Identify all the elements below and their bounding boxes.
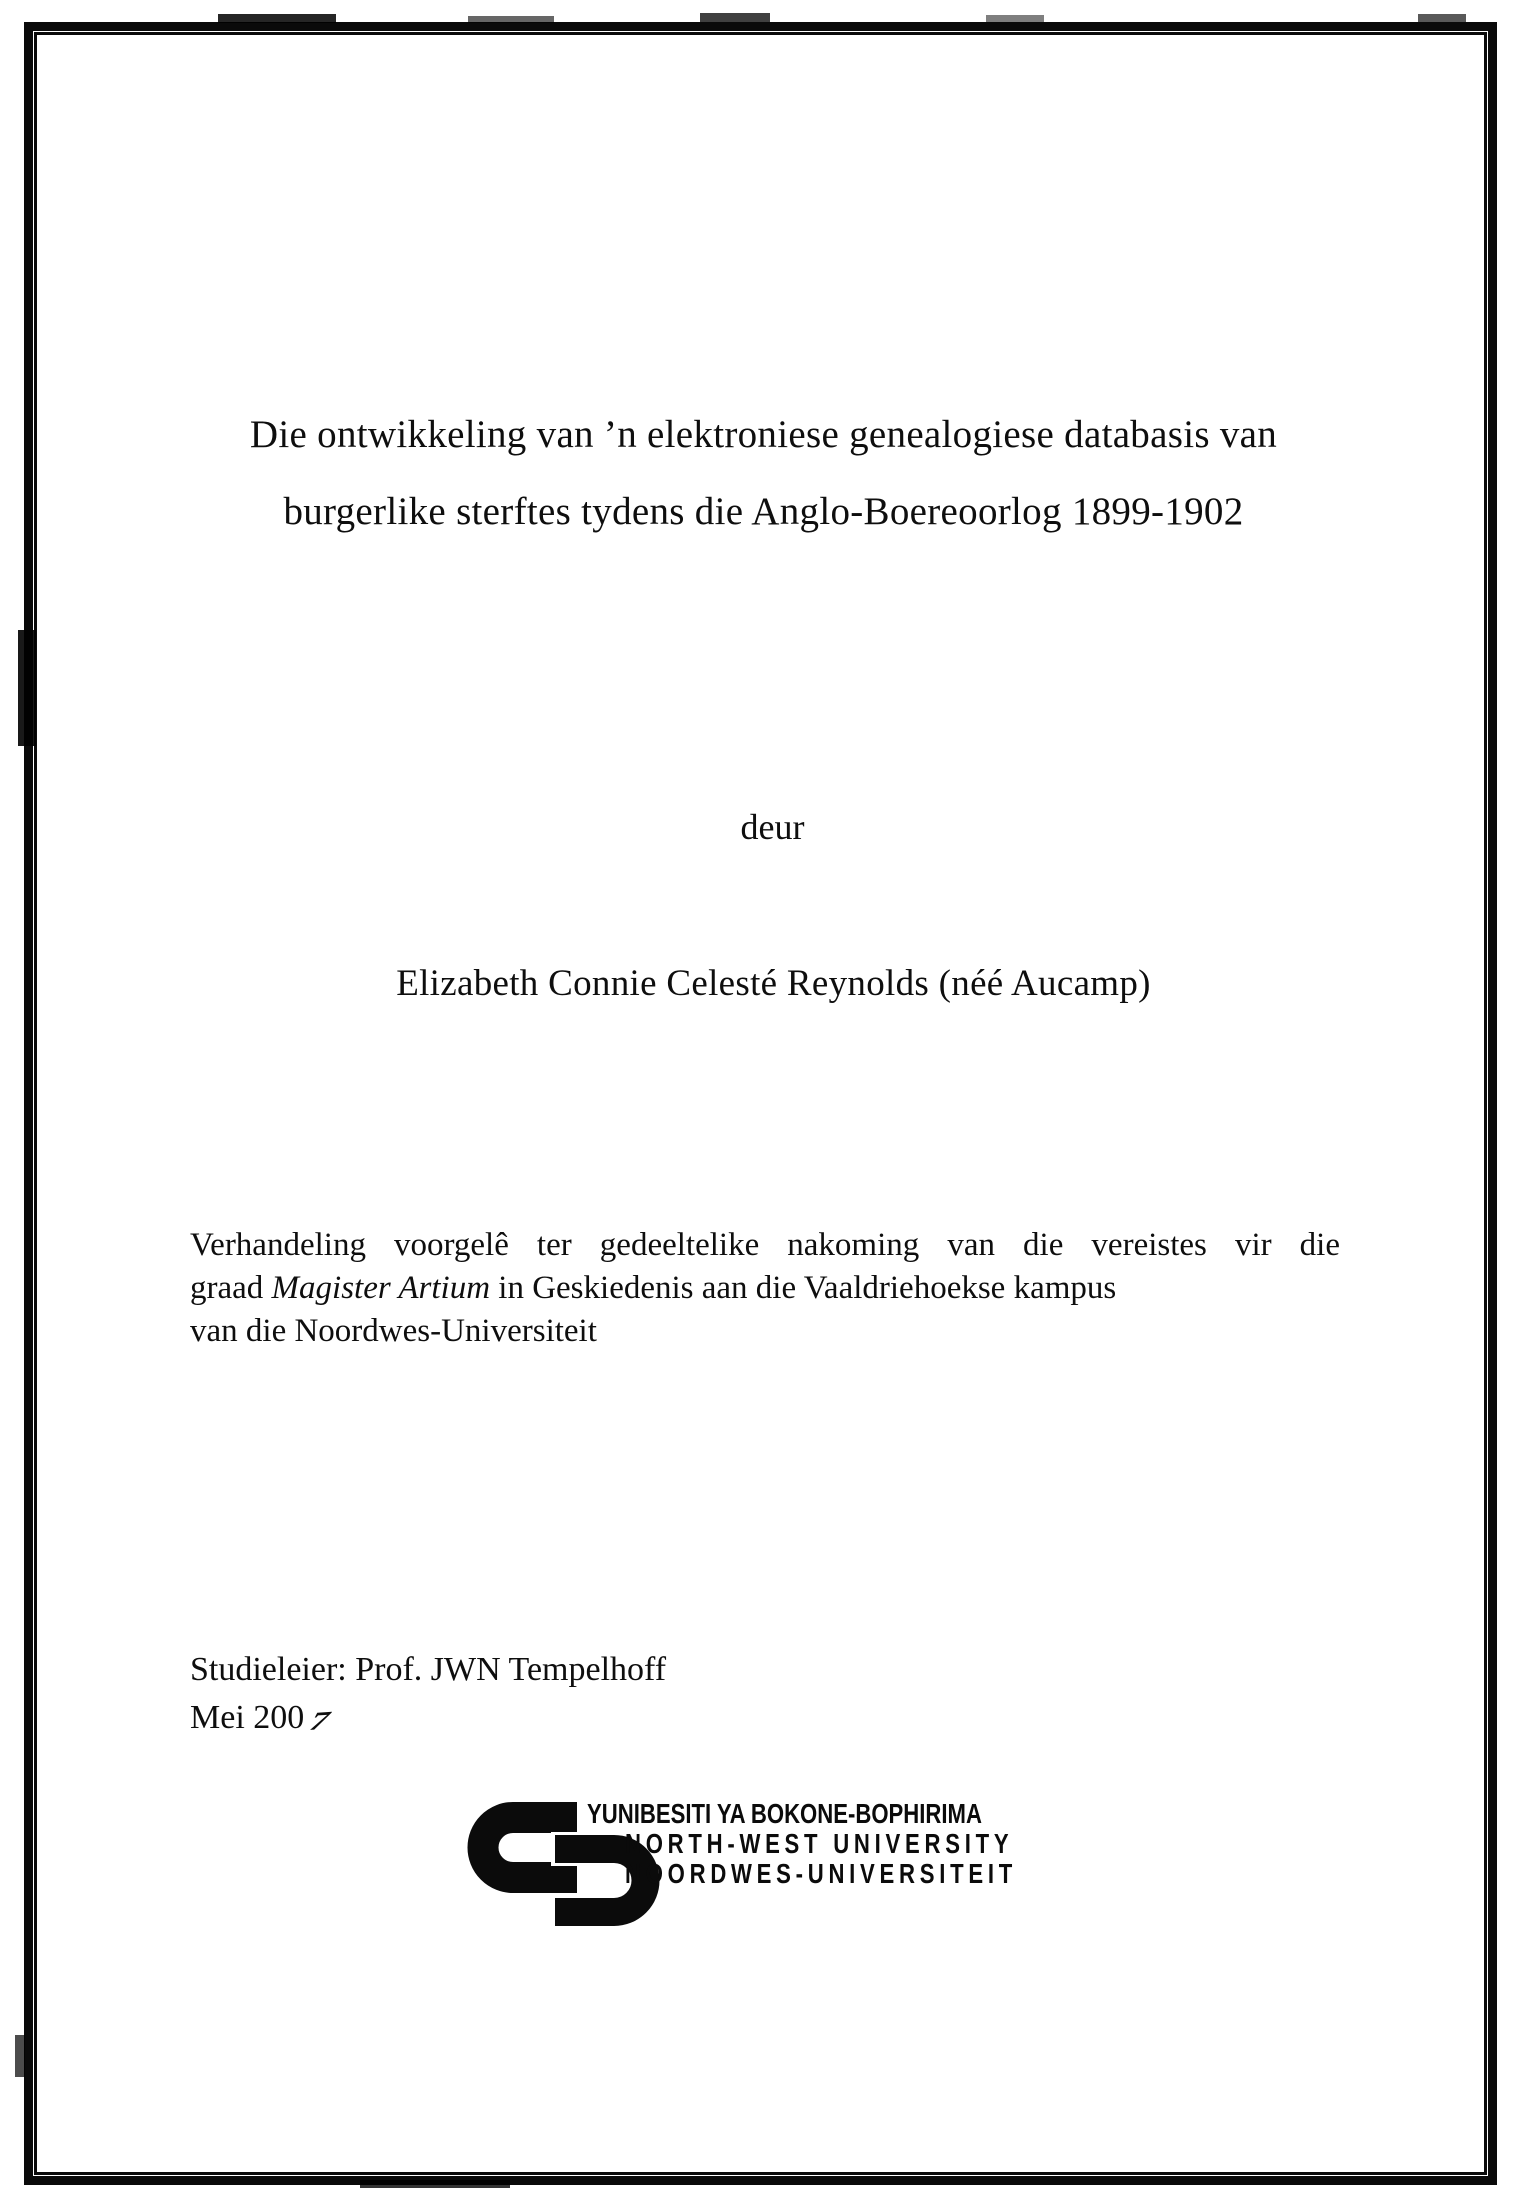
scan-artifact [360, 2180, 510, 2188]
scan-artifact [1418, 14, 1466, 22]
thesis-title-line2: burgerlike sterftes tydens die Anglo-Boereoorlog 1899-1902 [283, 490, 1244, 533]
thesis-title-line1: Die ontwikkeling van ’n elektroniese genealogiese databasis van [249, 413, 1278, 456]
scan-artifact [15, 2035, 25, 2077]
supervisor-line: Studieleier: Prof. JWN Tempelhoff [190, 1651, 667, 1688]
thesis-title [120, 396, 1407, 550]
logo-line-afrikaans: NOORDWES-UNIVERSITEIT [625, 1858, 1018, 1889]
logo-line-setswana: YUNIBESITI YA BOKONE-BOPHIRIMA [587, 1798, 982, 1829]
degree-statement [190, 1224, 1340, 1353]
scan-artifact [18, 630, 36, 746]
university-logo-text [587, 1799, 1121, 1889]
scan-artifact [700, 13, 770, 22]
degree-statement-line1: Verhandeling voorgelê ter gedeeltelike nakoming van die vereistes vir die [190, 1227, 1340, 1263]
author-name: Elizabeth Connie Celesté Reynolds (néé Aucamp) [396, 963, 1151, 1004]
degree-statement-line3: van die Noordwes-Universiteit [190, 1313, 597, 1349]
date-line [190, 1694, 666, 1742]
degree-statement-line2-pre: graad [190, 1270, 272, 1306]
degree-statement-line2 [190, 1267, 1340, 1310]
supervisor-block [190, 1646, 666, 1742]
scan-artifact [468, 16, 554, 23]
scan-artifact [218, 14, 336, 23]
date-prefix: Mei 200 [190, 1699, 305, 1736]
scan-artifact [986, 15, 1044, 22]
logo-line-english: NORTH-WEST UNIVERSITY [625, 1828, 1014, 1859]
degree-statement-line2-post: in Geskiedenis aan die Vaaldriehoekse kampus [490, 1270, 1117, 1306]
date-last-digit: 7 [303, 1706, 336, 1737]
byline-label: deur [740, 807, 805, 847]
degree-name: Magister Artium [271, 1270, 491, 1306]
